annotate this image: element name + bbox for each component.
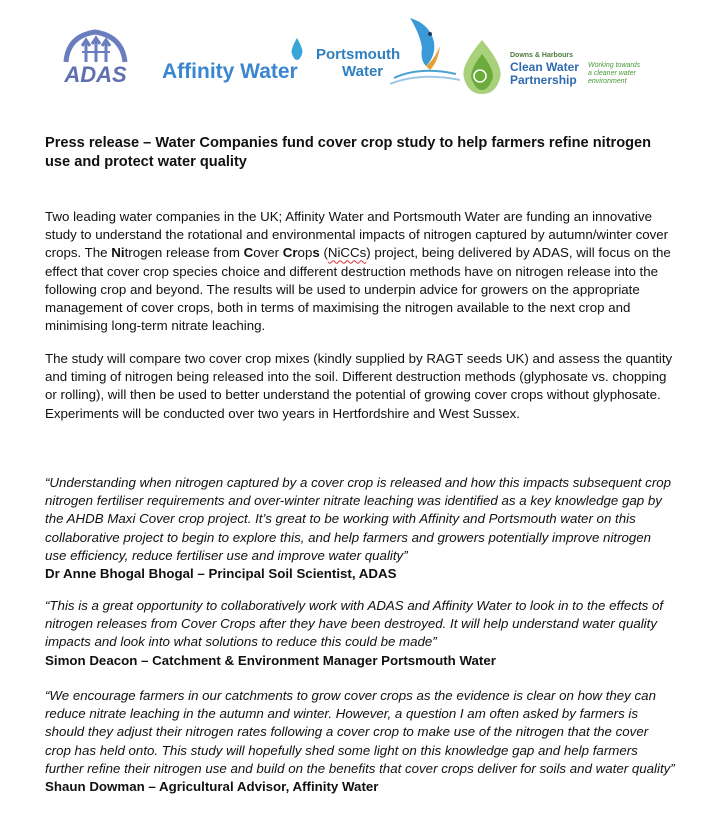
clean-water-partnership-logo (460, 40, 660, 96)
adas-wordmark: ADAS (64, 62, 127, 87)
affinity-water-wordmark: Affinity Water (162, 60, 298, 83)
press-release-title: Press release – Water Companies fund cover crop study to help farmers refine nitrogen use and protect water quality (45, 135, 652, 170)
c-highlight: C (243, 245, 254, 261)
intro-text-5: ( (319, 245, 328, 261)
study-paragraph: The study will compare two cover crop mixes (kindly supplied by RAGT seeds UK) and assess the quantity and timing of nitrogen being released into the soil. Different destruction methods (glyphosate vs. chopping or rolling), will then be used to better understand the potential of growing cover crops without glyphosate. Experiments will be conducted over two years in Hertfordshire and West Sussex. (45, 351, 673, 421)
water-word: Water (342, 63, 384, 80)
intro-text-6: ) project, being delivered by ADAS, will focus on the effect that cover crop species choice and different destruction methods have on nitrogen release into the following crop and beyond. The results will be used to underpin advice for growers on the appropriate management of cover crops, both in terms of maximising the nitrogen available to the next crop and minimising long-term nitrate leaching. (45, 245, 671, 334)
partnership-word: Partnership (510, 73, 577, 87)
downs-tagline-line-1: Working towards (588, 62, 641, 69)
quote-text: “We encourage farmers in our catchments to grow cover crops as the evidence is clear on how they can reduce nitrate leaching in the autumn and winter. However, a question I am often asked by farmers is should they adjust their nitrogen rates following a cover crop to make use of the nitrogen that the cover crop has held onto. This study will hopefully shed some light on this knowledge gap and help farmers further refine their nitrogen use and build on the benefits that cover crops deliver for soils and water quality” (45, 688, 675, 776)
intro-text-4: op (297, 245, 313, 261)
niccs-acronym: NiCCs (327, 245, 367, 261)
s-highlight: s (312, 245, 320, 261)
quote-block-portsmouth (45, 597, 675, 670)
quote-attribution: Shaun Dowman – Agricultural Advisor, Affinity Water (45, 779, 379, 795)
ni-highlight: Ni (111, 245, 125, 261)
clean-water-partnership-wordmark (510, 61, 579, 87)
intro-text-3: over (253, 245, 283, 261)
adas-logo (58, 26, 133, 88)
intro-text-1: Two leading water companies in the UK; Affinity Water and Portsmouth Water are funding an innovative study to understand the rotational and environmental impacts of nitrogen captured by autumn/winter cover crops. The (45, 209, 669, 261)
quote-text: “Understanding when nitrogen captured by a cover crop is released and how this impacts subsequent crop nitrogen fertiliser requirements and over-winter nitrate leaching was identified as a key knowledge gap by the AHDB Maxi Cover crop project. It’s great to be working with Affinity and Portsmouth water on this collaborative project to begin to explore this, and help farmers and growers potentially improve nitrogen use efficiency, reduce fertiliser use and improve water quality” (45, 475, 672, 563)
downs-tagline-line-2: a cleaner water (588, 70, 636, 77)
affinity-water-logo (162, 34, 312, 89)
green-drop-icon (460, 40, 504, 96)
downs-harbours-label: Downs & Harbours (510, 52, 574, 59)
water-drop-icon (290, 38, 304, 60)
clean-water-word: Clean Water (510, 60, 579, 74)
quote-attribution: Dr Anne Bhogal Bhogal – Principal Soil Scientist, ADAS (45, 566, 397, 582)
cr-highlight: Cr (282, 245, 298, 261)
portsmouth-water-wordmark (316, 46, 400, 80)
intro-text-2: trogen release from (124, 245, 244, 261)
quote-block-affinity (45, 687, 675, 796)
downs-tagline (588, 62, 640, 86)
adas-emblem-icon (58, 26, 133, 66)
portsmouth-word: Portsmouth (316, 46, 401, 63)
quote-text: “This is a great opportunity to collaboratively work with ADAS and Affinity Water to look in to the effects of nitrogen releases from Cover Crops after they have been destroyed. It will help understand water quality impacts and look into what solutions to reduce this could be made” (45, 598, 664, 650)
kingfisher-icon (390, 16, 460, 86)
quote-block-adas (45, 474, 675, 583)
logo-banner (0, 0, 713, 110)
downs-tagline-line-3: environment (588, 78, 627, 85)
portsmouth-water-logo (312, 16, 462, 96)
intro-paragraph (45, 208, 675, 335)
quote-attribution: Simon Deacon – Catchment & Environment Manager Portsmouth Water (45, 652, 496, 668)
